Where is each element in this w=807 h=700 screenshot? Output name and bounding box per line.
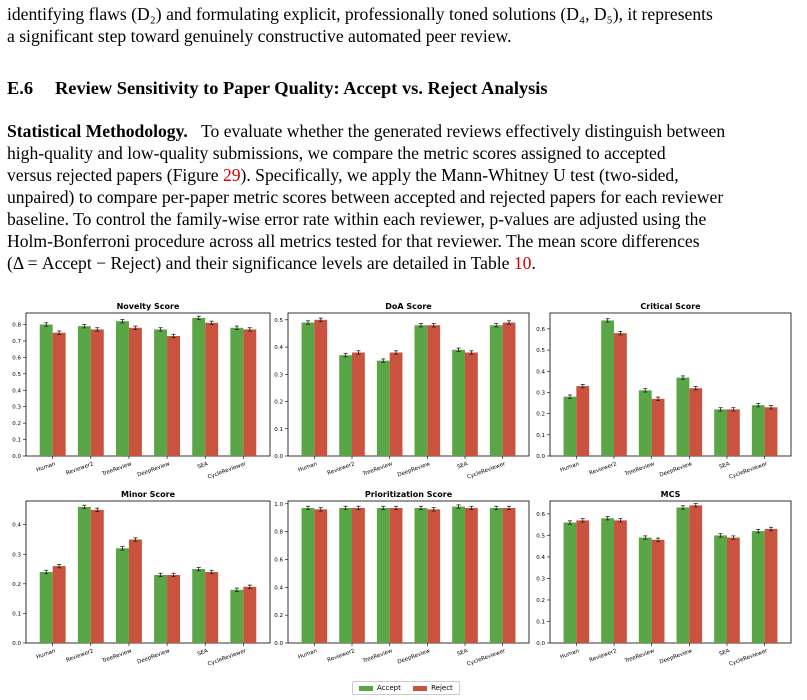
bar-accept [302,508,315,643]
bar-accept [452,350,465,456]
y-tick-label: 0.2 [274,613,283,620]
legend-label-accept: Accept [377,684,401,692]
x-tick-label: Human [297,461,319,474]
chart-title: Minor Score [121,490,175,499]
x-tick-label: CycleReviewer [728,461,769,481]
bar-accept [415,508,428,643]
y-tick-label: 0.3 [12,552,21,559]
bar-accept [490,508,503,643]
bar-reject [129,328,142,456]
bar-accept [415,325,428,456]
x-tick-label: CycleReviewer [466,461,507,481]
x-tick-label: CycleReviewer [466,648,507,668]
bar-accept [302,323,315,456]
chart-panel-4 [274,490,529,668]
chart-title: DoA Score [385,302,432,311]
chart-title: Critical Score [640,302,701,311]
y-tick-label: 0.1 [536,619,545,626]
body-line-5: baseline. To control the family-wise error rate within each reviewer, p-values are adjusted using the [7,209,707,229]
y-tick-label: 0.4 [274,585,283,592]
bar-reject [129,539,142,643]
x-tick-label: Reviewer2 [588,648,618,664]
y-tick-label: 0.2 [12,581,21,588]
body-line-4: unpaired) to compare per-paper metric scores between accepted and rejected papers for each reviewer [7,187,724,207]
bar-accept [40,325,53,456]
bar-reject [727,538,740,643]
x-tick-label: SEA [196,648,209,658]
bar-accept [78,326,91,456]
x-tick-label: DeepReview [658,648,694,666]
body-line-7 [7,252,800,274]
bar-reject [765,407,778,456]
bar-reject [465,352,478,456]
bar-reject [652,399,665,456]
intro-line-2: a significant step toward genuinely constructive automated peer review. [7,26,512,46]
bar-reject [727,409,740,456]
x-tick-label: SEA [196,461,209,471]
bar-accept [230,590,243,643]
x-tick-label: CycleReviewer [207,461,247,481]
x-tick-label: TreeReview [101,461,133,478]
y-tick-label: 0.3 [274,372,283,379]
bar-reject [652,540,665,643]
bar-reject [576,386,589,456]
body-line-3b: ). Specifically, we apply the Mann-Whitney U test (two-sided, [240,165,679,185]
bar-accept [490,325,503,456]
bar-reject [314,320,327,456]
bar-reject [614,520,627,643]
x-tick-label: DeepReview [136,648,171,666]
y-tick-label: 0.5 [12,371,21,378]
bar-reject [205,323,218,456]
x-tick-label: Reviewer2 [326,461,356,477]
body-line-2: high-quality and low-quality submissions, we compare the metric scores assigned to accepted [7,143,666,163]
y-tick-label: 1.0 [274,501,283,508]
y-tick-label: 0.6 [536,511,545,518]
x-tick-label: Reviewer2 [588,461,618,477]
x-tick-label: SEA [718,648,731,658]
legend-swatch-reject [413,686,427,691]
methodology-paragraph [7,120,800,274]
run-in-head: Statistical Methodology. [7,121,188,141]
bar-accept [601,518,614,643]
bar-accept [230,328,243,456]
y-tick-label: 0.2 [536,411,545,418]
bar-reject [167,575,180,643]
bar-reject [427,325,440,456]
x-tick-label: Human [559,461,581,474]
y-tick-label: 0.4 [536,369,545,376]
y-tick-label: 0.3 [536,576,545,583]
bar-reject [765,529,778,643]
x-tick-label: Reviewer2 [65,461,95,477]
x-tick-label: DeepReview [136,461,171,479]
chart-legend [352,681,460,695]
y-tick-label: 0.7 [12,338,21,345]
bar-reject [91,510,104,643]
bar-reject [390,352,403,456]
body-line-1-text: To evaluate whether the generated reviews effectively distinguish between [201,121,726,141]
figure-charts [0,296,807,700]
x-tick-label: TreeReview [362,461,394,478]
x-tick-label: TreeReview [362,648,394,665]
section-title: Review Sensitivity to Paper Quality: Accept vs. Reject Analysis [55,78,548,98]
bar-accept [601,320,614,456]
x-tick-label: SEA [456,461,469,471]
y-tick-label: 0.8 [12,322,21,329]
y-tick-label: 0.0 [274,641,283,647]
x-tick-label: TreeReview [624,461,656,478]
chart-title: MCS [660,490,681,499]
bar-reject [614,333,627,456]
x-tick-label: Reviewer2 [326,648,356,664]
y-tick-label: 0.5 [536,348,545,355]
x-tick-label: Reviewer2 [65,648,95,664]
body-line-1 [7,120,800,142]
bar-reject [53,566,66,643]
intro-line-1: identifying flaws (D₂) and formulating explicit, professionally toned solutions (D₄, D₅), it represents [7,4,713,24]
legend-item-accept [359,684,401,692]
y-tick-label: 0.4 [12,522,21,529]
y-tick-label: 0.0 [536,641,545,647]
bar-reject [503,508,516,643]
bar-reject [576,520,589,643]
bar-accept [154,329,167,456]
bar-accept [78,507,91,643]
x-tick-label: SEA [718,461,731,471]
bar-accept [564,523,577,643]
y-tick-label: 0.4 [274,345,283,352]
bar-reject [314,509,327,643]
x-tick-label: TreeReview [101,648,133,665]
x-tick-label: Human [35,461,57,474]
bar-reject [390,508,403,643]
table-reference-link[interactable]: 10 [513,253,532,273]
bar-reject [503,323,516,456]
chart-title: Prioritization Score [364,490,453,499]
bar-accept [677,378,690,456]
bar-accept [752,405,765,456]
bar-accept [639,390,652,456]
bar-accept [339,355,352,456]
x-tick-label: DeepReview [396,648,432,666]
y-tick-label: 0.5 [536,533,545,540]
body-line-3 [7,164,800,186]
bar-reject [243,587,256,643]
x-tick-label: DeepReview [658,461,694,479]
chart-panel-1 [274,302,529,481]
bar-reject [91,329,104,456]
legend-item-reject [413,684,453,692]
bar-accept [677,507,690,643]
bar-reject [689,505,702,643]
body-line-3a: versus rejected papers (Figure [7,165,223,185]
bar-accept [192,318,205,456]
x-tick-label: SEA [456,648,469,658]
bar-accept [154,575,167,643]
y-tick-label: 0.4 [536,554,545,561]
bar-accept [116,321,129,456]
section-number: E.6 [7,78,34,98]
chart-panel-3 [12,490,270,668]
y-tick-label: 0.0 [12,454,21,460]
y-tick-label: 0.1 [536,432,545,439]
y-tick-label: 0.1 [12,611,21,618]
y-tick-label: 0.6 [274,557,283,564]
y-tick-label: 0.0 [12,641,21,647]
y-tick-label: 0.1 [12,437,21,444]
body-line-6: Holm-Bonferroni procedure across all metrics tested for that reviewer. The mean score differences [7,231,700,251]
x-tick-label: Human [559,648,581,661]
chart-panel-0 [12,302,270,481]
bar-reject [352,508,365,643]
bar-accept [116,548,129,643]
y-tick-label: 0.2 [274,399,283,406]
y-tick-label: 0.6 [12,355,21,362]
bar-reject [243,329,256,456]
bar-accept [714,409,727,456]
bar-reject [167,336,180,456]
intro-paragraph [7,3,800,47]
x-tick-label: TreeReview [624,648,656,665]
y-tick-label: 0.8 [274,529,283,536]
y-tick-label: 0.5 [274,317,283,324]
bar-reject [427,509,440,643]
y-tick-label: 0.3 [536,390,545,397]
x-tick-label: Human [35,648,57,661]
bar-accept [339,508,352,643]
bar-reject [352,352,365,456]
bar-accept [192,569,205,643]
bar-reject [465,508,478,643]
figure-reference-link[interactable]: 29 [222,165,241,185]
body-line-7a: (Δ = Accept − Reject) and their significance levels are detailed in Table [7,253,514,273]
bar-accept [377,361,390,456]
y-tick-label: 0.3 [12,404,21,411]
chart-title: Novelty Score [116,302,180,311]
chart-panel-2 [536,302,791,481]
y-tick-label: 0.2 [12,421,21,428]
bar-accept [752,531,765,643]
y-tick-label: 0.0 [274,454,283,460]
bar-accept [714,535,727,643]
bar-accept [564,397,577,456]
legend-swatch-accept [359,686,373,691]
bar-reject [205,572,218,643]
x-tick-label: CycleReviewer [728,648,769,668]
y-tick-label: 0.2 [536,597,545,604]
y-tick-label: 0.4 [12,388,21,395]
y-tick-label: 0.6 [536,326,545,333]
x-tick-label: DeepReview [396,461,432,479]
legend-label-reject: Reject [431,684,453,692]
x-tick-label: Human [297,648,319,661]
y-tick-label: 0.1 [274,426,283,433]
x-tick-label: CycleReviewer [207,648,247,668]
y-tick-label: 0.0 [536,454,545,460]
bar-accept [40,572,53,643]
bar-accept [452,507,465,643]
bar-reject [689,388,702,456]
section-heading [7,78,548,99]
bar-reject [53,333,66,456]
body-line-7b: . [531,253,536,273]
bar-accept [639,538,652,643]
chart-panel-5 [536,490,791,668]
bar-accept [377,508,390,643]
